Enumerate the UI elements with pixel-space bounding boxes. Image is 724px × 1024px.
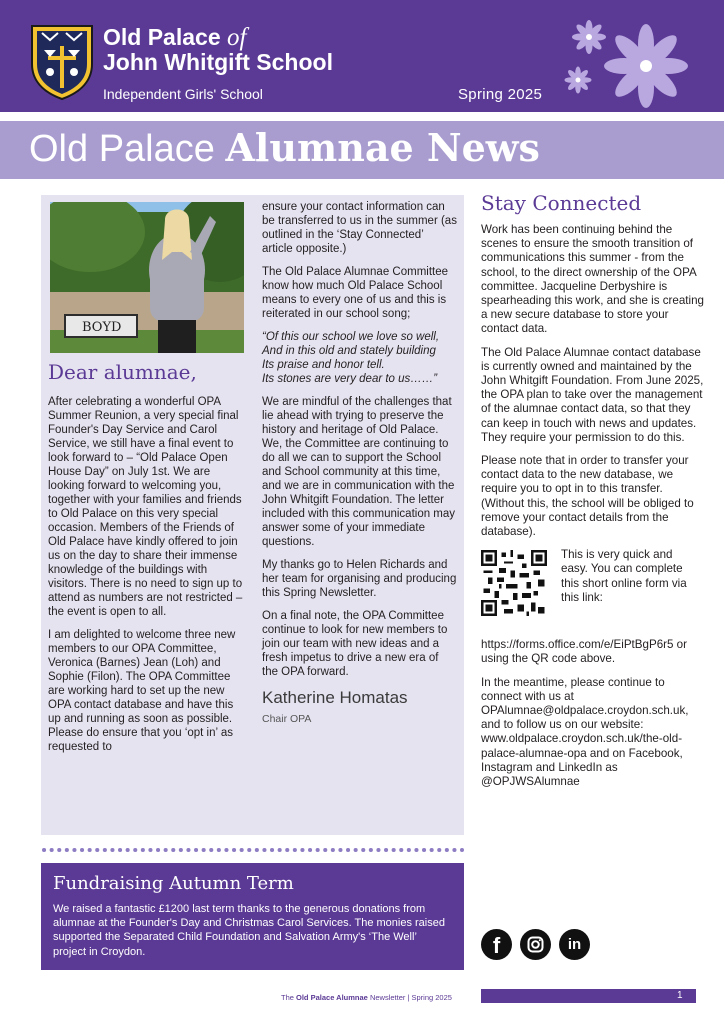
footer-publication-name: Old Palace Alumnae — [296, 993, 368, 1002]
stay-connected-title: Stay Connected — [481, 191, 642, 215]
newsletter-title — [29, 123, 540, 174]
signature-name: Katherine Homatas — [262, 688, 408, 707]
stay-paragraph: Please note that in order to transfer your contact data to the new database, we require you to opt in to this transfer. (Without this, the school will be obliged to remove your contact details from the database). — [481, 454, 694, 539]
school-song-verse — [262, 330, 457, 386]
page-number: 1 — [677, 990, 683, 1001]
chair-photo — [50, 202, 244, 353]
masthead-header — [0, 0, 724, 112]
letter-column-2 — [262, 200, 457, 726]
title-bold: Alumnae News — [225, 125, 540, 170]
footer-suffix: Newsletter | Spring 2025 — [367, 993, 452, 1002]
edition-label: Spring 2025 — [458, 86, 543, 103]
school-name — [103, 25, 333, 75]
school-name-line2: John Whitgift School — [103, 49, 333, 75]
social-icons — [481, 929, 601, 963]
instagram-glyph — [520, 929, 551, 960]
stay-connected-column — [481, 223, 707, 798]
footer-bar — [481, 989, 696, 1003]
boyd-sign-text: BOYD — [82, 320, 122, 335]
letter-paragraph: We are mindful of the challenges that lie ahead with trying to preserve the history and heritage of Old Palace. We, the Committee are continuing to do all we can to support the School and School community at this time, and we are in communication with the John Whitgift Foundation. The letter included with this communication may answer some of your immediate questions. — [262, 396, 456, 548]
fundraising-title: Fundraising Autumn Term — [53, 873, 294, 894]
qr-section — [481, 548, 707, 632]
instagram-icon[interactable] — [520, 929, 551, 960]
dotted-divider — [41, 846, 464, 854]
qr-instructions: This is very quick and easy. You can complete this short online form via this link: — [561, 548, 687, 604]
linkedin-icon[interactable]: in — [559, 929, 590, 960]
contact-paragraph: In the meantime, please continue to connect with us at OPAlumnae@oldpalace.croydon.sch.uk, and to follow us on our website: www.oldpalace.croydon.sch.uk/the-old-palace-alumnae-opa and on Facebook, Instagram and LinkedIn as @OPJWSAlumnae — [481, 675, 689, 789]
letter-paragraph: My thanks go to Helen Richards and her team for organising and producing this Spring Newsletter. — [262, 559, 457, 599]
title-light: Old Palace — [29, 128, 215, 170]
footer-credit — [281, 993, 452, 1002]
verse-line: And in this old and stately building — [262, 345, 436, 357]
footer-prefix: The — [281, 993, 297, 1002]
form-link-text[interactable]: https://forms.office.com/e/EiPtBgP6r5 or using the QR code above. — [481, 638, 687, 666]
verse-line: Its stones are very dear to us……” — [262, 373, 438, 385]
school-crest-logo — [30, 24, 94, 100]
school-tagline: Independent Girls' School — [103, 86, 263, 102]
letter-paragraph: The Old Palace Alumnae Committee know how much Old Palace School means to every one of us and this is reiterated in our school song; — [262, 266, 449, 320]
school-name-of: of — [227, 24, 247, 51]
fundraising-body: We raised a fantastic £1200 last term thanks to the generous donations from alumnae at the Founder's Day and Christmas Carol Services. The monies raised supported the Separated Child Foundation and Salvation Army's ‘The Well’ project in Croydon. — [53, 903, 445, 958]
facebook-icon[interactable]: f — [481, 929, 512, 960]
flower-decoration-icon — [560, 10, 724, 110]
letter-paragraph: I am delighted to welcome three new members to our OPA Committee, Veronica (Barnes) Jean (Loh) and Sophie (Filon). The OPA Committee are working hard to set up the new OPA contact database and have this up and running as soon as possible. Please do ensure that you ‘opt in’ as requested to — [48, 629, 236, 753]
letter-paragraph: After celebrating a wonderful OPA Summer Reunion, a very special final Founder's Day Service and Carol Service, we still have a final event to look forward to – “Old Palace Open House Day” on July 1st. We are looking forward to welcoming you, together with your families and friends to Old Palace on this very special occasion. Members of the Friends of Old Palace have kindly offered to join us on the day to share their immense knowledge of the buildings with visitors. There is no need to sign up to attend as numbers are not restricted – the event is open to all. — [48, 396, 243, 618]
fundraising-panel — [41, 863, 464, 970]
school-name-line1: Old Palace — [103, 24, 221, 50]
signature-role: Chair OPA — [262, 713, 312, 725]
qr-code-icon[interactable] — [481, 550, 547, 616]
letter-paragraph: ensure your contact information can be transferred to us in the summer (as outlined in the ‘Stay Connected’ article opposite.) — [262, 201, 457, 255]
verse-line: Its praise and honor tell. — [262, 359, 385, 371]
letter-column-1 — [48, 395, 246, 763]
stay-paragraph: Work has been continuing behind the scenes to ensure the smooth transition of communications this summer - from the school, to the direct ownership of the OPA committee. Jacqueline Derbyshire is spearheading this work, and she is creating a new secure database to store your contact data. — [481, 223, 704, 336]
letter-greeting: Dear alumnae, — [48, 360, 197, 384]
stay-paragraph: The Old Palace Alumnae contact database is currently owned and maintained by the John Whitgift Foundation. From June 2025, the OPA plan to take over the management of the alumnae contact data, so that they can keep in touch with news and updates. They require your permission to do this. — [481, 345, 704, 444]
letter-paragraph: On a final note, the OPA Committee continue to look for new members to join our team with new ideas and a fresh impetus to drive a new era of the OPA forward. — [262, 610, 448, 678]
verse-line: “Of this our school we love so well, — [262, 331, 440, 343]
